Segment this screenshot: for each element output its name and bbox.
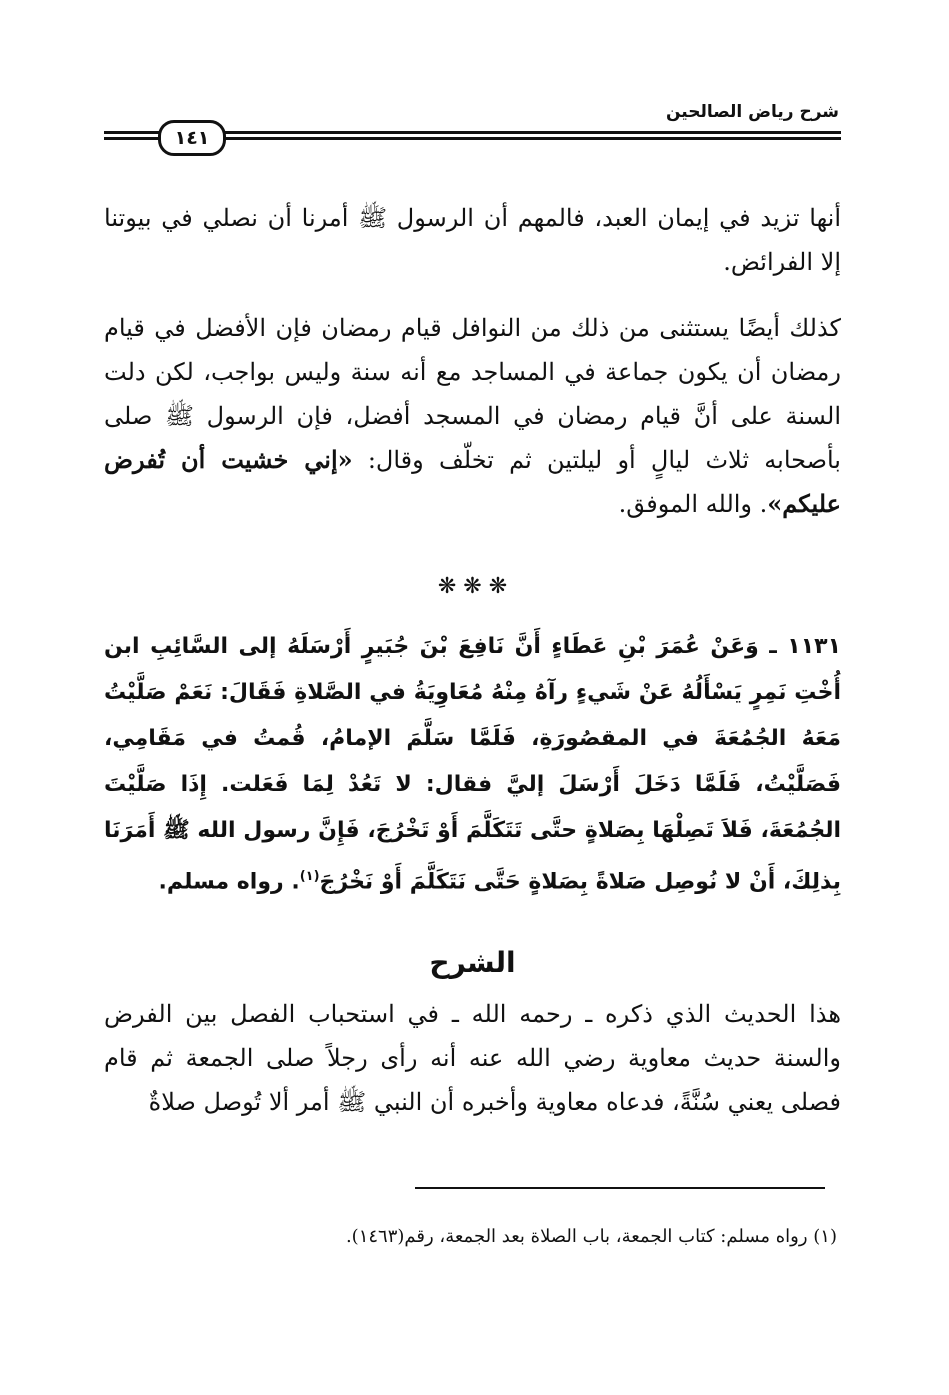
section-separator: ❋ ❋ ❋ <box>437 574 508 599</box>
prophetic-quote: «إني خشيت أن تُفرض عليكم» <box>104 445 841 518</box>
running-title: شرح رياض الصالحين <box>665 102 839 122</box>
paragraph-intro: أنها تزيد في إيمان العبد، فالمهم أن الرسول ﷺ أمرنا أن نصلي في بيوتنا إلا الفرائض. <box>104 204 841 276</box>
paragraph-commentary: هذا الحديث الذي ذكره ـ رحمه الله ـ في استحباب الفصل بين الفرض والسنة حديث معاوية رضي الله عنه أنه رأى رجلاً صلى الجمعة ثم قام فصلى يعني سُنَّةً، فدعاه معاوية وأخبره أن النبي ﷺ أمر ألا تُوصل صلاةٌ <box>104 1000 841 1116</box>
hadith-text <box>104 624 841 905</box>
hadith-source: . رواه مسلم. <box>158 869 300 895</box>
page-number: ١٤١ <box>158 120 226 156</box>
paragraph-ramadan <box>104 306 841 526</box>
footnote-divider <box>415 1187 825 1189</box>
footnote-ref: (١) <box>299 869 320 884</box>
paragraph-ramadan-text: كذلك أيضًا يستثنى من ذلك من النوافل قيام رمضان فإن الأفضل في قيام رمضان أن يكون جماعة في المساجد مع أنه سنة وليس بواجب، لكن دلت السنة على أنَّ قيام رمضان في المسجد أفضل، فإن الرسول ﷺ صلى بأصحابه ثلاث ليالٍ أو ليلتين ثم تخلّف وقال: <box>104 314 841 474</box>
section-title: الشرح <box>429 946 516 979</box>
footnote: (١) رواه مسلم: كتاب الجمعة، باب الصلاة بعد الجمعة، رقم(١٤٦٣). <box>345 1226 837 1247</box>
paragraph-ramadan-end: . والله الموفق. <box>618 490 768 518</box>
hadith-body: ١١٣١ ـ وَعَنْ عُمَرَ بْنِ عَطَاءٍ أَنَّ نَافِعَ بْنَ جُبَيرٍ أَرْسَلَهُ إلى السَّائِبِ ابن أُخْتِ نَمِرٍ يَسْأَلُهُ عَنْ شَيءٍ رآهُ مِنْهُ مُعَاوِيَةُ في الصَّلاةِ فَقَالَ: نَعَمْ صَلَّيْتُ مَعَهُ الجُمُعَةَ في المقصُورَةِ، فَلَمَّا سَلَّمَ الإمامُ، قُمتُ في مَقَامِي، فَصَلَّيْتُ، فَلَمَّا دَخَلَ أَرْسَلَ إليَّ فقال: لا تَعُدْ لِمَا فَعَلت. إِذَا صَلَّيْتَ الجُمُعَةَ، فَلاَ تَصِلْهَا بِصَلاةٍ حتَّى تَتَكَلَّمَ أَوْ تَخْرُجَ، فَإِنَّ رسول الله ﷺ أَمَرَنَا بِذلِكَ، أَنْ لا نُوصِل صَلاةً بِصَلاةٍ حَتَّى نَتَكَلَّمَ أَوْ نَخْرُجَ <box>104 634 841 895</box>
